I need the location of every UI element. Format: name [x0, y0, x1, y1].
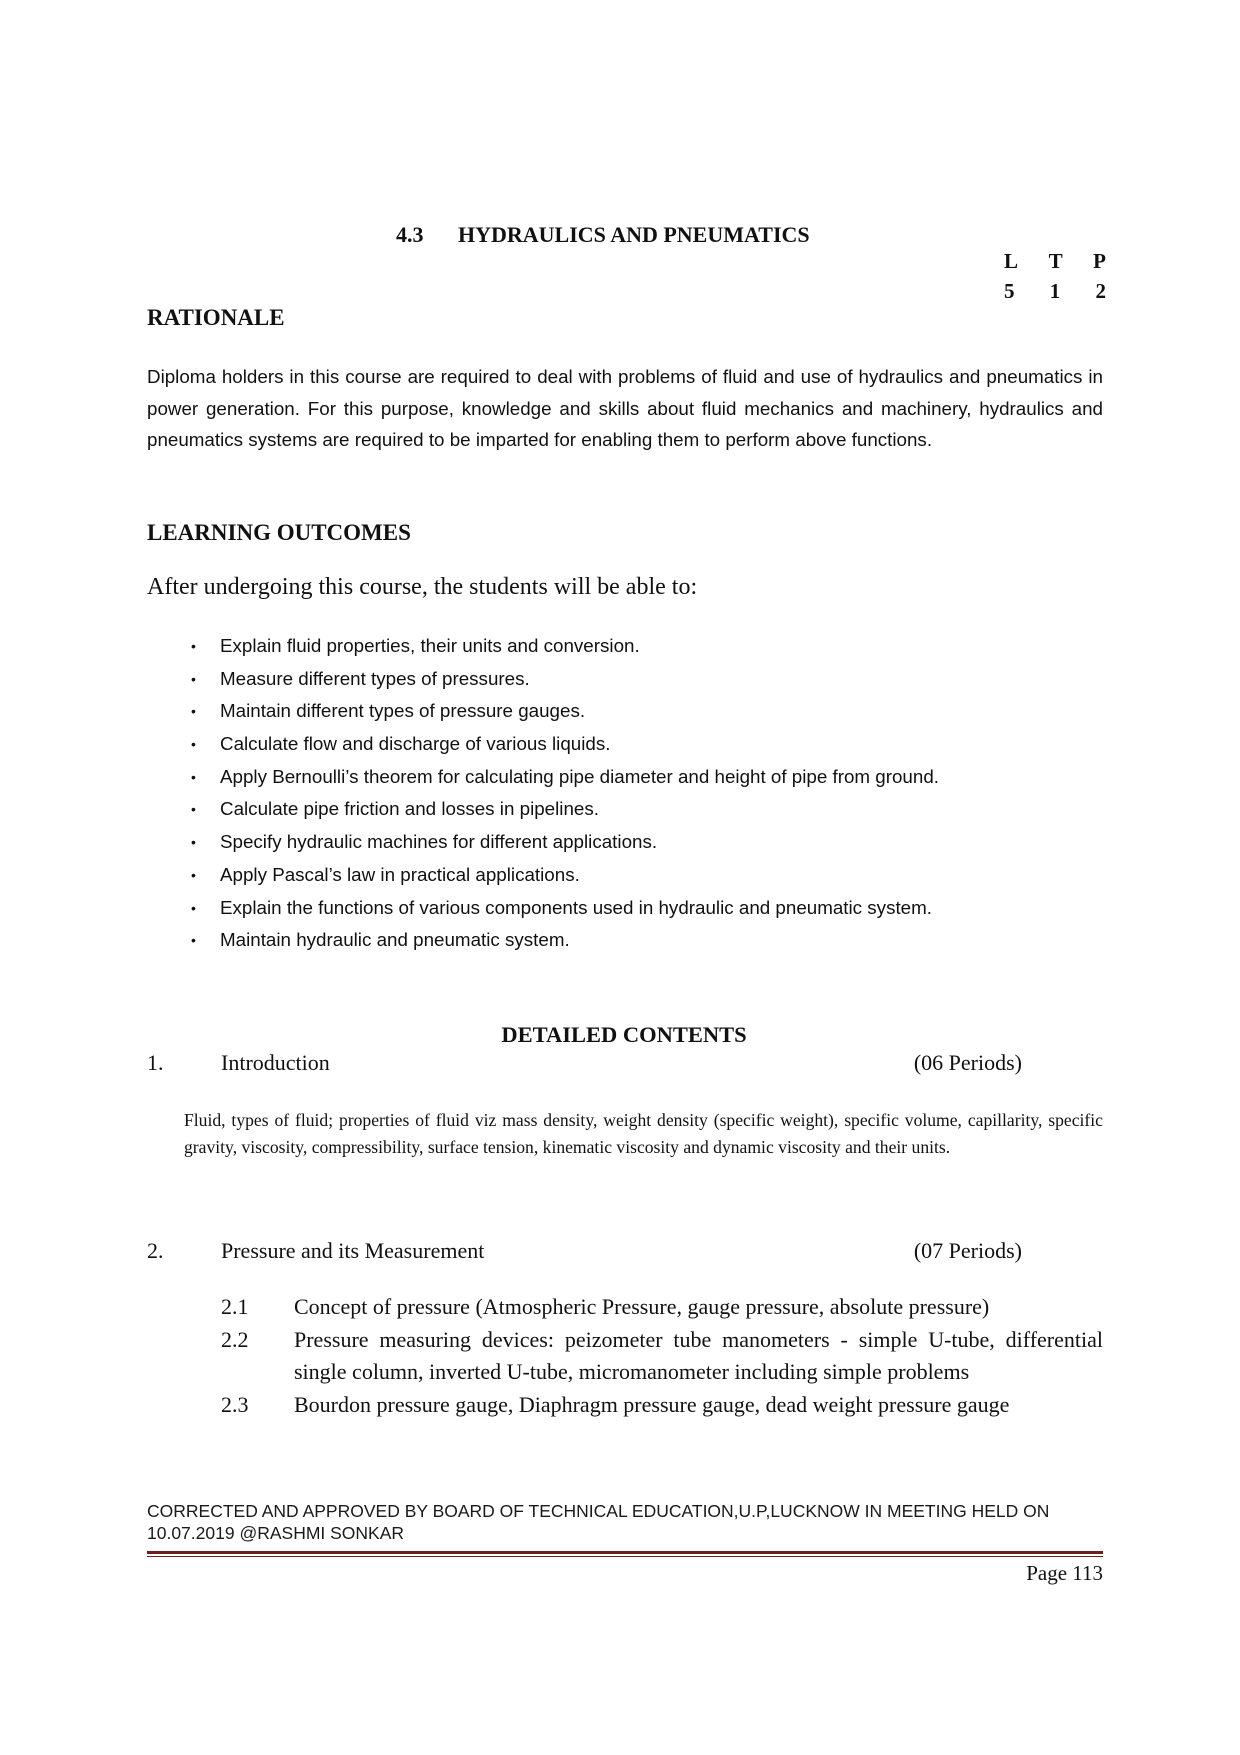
ltp-header-p: P: [1093, 249, 1106, 273]
bullet-icon: •: [191, 932, 196, 949]
learning-outcomes-list: [185, 630, 1105, 957]
bullet-icon: •: [191, 866, 196, 883]
unit-1-body: Fluid, types of fluid; properties of fluid viz mass density, weight density (specific weight), specific volume, capillarity, specific gravity, viscosity, compressibility, surface tension, kinematic viscosity and dynamic viscosity and their units.: [184, 1110, 1103, 1157]
course-name: HYDRAULICS AND PNEUMATICS: [458, 222, 810, 247]
bullet-icon: •: [191, 834, 196, 851]
ltp-header-row: [1004, 249, 1106, 274]
bullet-icon: •: [191, 801, 196, 818]
unit-periods: (07 Periods): [913, 1238, 1022, 1263]
detailed-contents-heading: DETAILED CONTENTS: [501, 1022, 747, 1047]
footer-divider-thin: [147, 1556, 1103, 1557]
outcome-text: Explain the functions of various components used in hydraulic and pneumatic system.: [220, 896, 932, 918]
footer-line-2: 10.07.2019 @RASHMI SONKAR: [147, 1523, 405, 1543]
outcome-text: Maintain hydraulic and pneumatic system.: [220, 929, 570, 951]
course-number: 4.3: [396, 222, 424, 247]
ltp-value-l: 5: [1004, 279, 1015, 303]
subitem-text: Bourdon pressure gauge, Diaphragm pressure gauge, dead weight pressure gauge: [294, 1391, 1010, 1417]
outcome-text: Apply Bernoulli’s theorem for calculating pipe diameter and height of pipe from ground.: [220, 765, 939, 787]
list-item: [185, 793, 1105, 826]
bullet-icon: •: [191, 670, 196, 687]
bullet-icon: •: [191, 736, 196, 753]
list-item: [185, 728, 1105, 761]
footer-divider: [147, 1551, 1103, 1557]
unit-periods: (06 Periods): [913, 1050, 1022, 1075]
footer-divider-thick: [147, 1551, 1103, 1554]
list-item: [221, 1324, 1103, 1389]
list-item: [185, 695, 1105, 728]
outcome-text: Specify hydraulic machines for different applications.: [220, 831, 658, 853]
footer-approval-note: [147, 1500, 1107, 1544]
list-item: [185, 826, 1105, 859]
subitem-text: Concept of pressure (Atmospheric Pressure, gauge pressure, absolute pressure): [294, 1294, 990, 1319]
list-item: [185, 924, 1105, 957]
outcome-text: Apply Pascal’s law in practical applications.: [220, 863, 580, 885]
bullet-icon: •: [191, 899, 196, 916]
learning-outcomes-intro: After undergoing this course, the students will be able to:: [147, 574, 698, 600]
bullet-icon: •: [191, 768, 196, 785]
subitem-number: 2.3: [221, 1391, 249, 1417]
ltp-header-t: T: [1048, 249, 1063, 273]
list-item: [185, 761, 1105, 794]
list-item: [221, 1389, 1103, 1422]
list-item: [221, 1291, 1103, 1324]
unit-row-2: [147, 1238, 1022, 1268]
unit-title: Pressure and its Measurement: [221, 1238, 485, 1263]
ltp-value-t: 1: [1049, 279, 1061, 303]
unit-2-subitems: [221, 1291, 1103, 1421]
subitem-number: 2.1: [221, 1294, 249, 1319]
unit-number: 2.: [147, 1238, 164, 1263]
subitem-text: Pressure measuring devices: peizometer tube manometers - simple U-tube, differential single column, inverted U-tube, micromanometer including simple problems: [294, 1326, 1103, 1385]
list-item: [185, 630, 1105, 663]
outcome-text: Measure different types of pressures.: [220, 667, 530, 689]
subitem-number: 2.2: [221, 1326, 249, 1352]
ltp-value-p: 2: [1095, 279, 1106, 303]
footer-line-1: CORRECTED AND APPROVED BY BOARD OF TECHNICAL EDUCATION,U.P,LUCKNOW IN MEETING HELD ON: [147, 1501, 1050, 1521]
page-number: Page 113: [1026, 1561, 1103, 1585]
learning-outcomes-heading: LEARNING OUTCOMES: [147, 520, 411, 545]
rationale-heading: RATIONALE: [147, 305, 285, 330]
list-item: [185, 859, 1105, 892]
bullet-icon: •: [191, 703, 196, 720]
list-item: [185, 663, 1105, 696]
ltp-value-row: [1004, 279, 1106, 304]
outcome-text: Maintain different types of pressure gauges.: [220, 700, 586, 722]
outcome-text: Calculate pipe friction and losses in pipelines.: [220, 798, 599, 820]
bullet-icon: •: [191, 638, 196, 654]
list-item: [185, 892, 1105, 925]
unit-number: 1.: [147, 1050, 164, 1075]
rationale-text: Diploma holders in this course are required to deal with problems of fluid and use of hydraulics and pneumatics in power generation. For this purpose, knowledge and skills about fluid mechanics and machinery, hydraulics and pneumatics systems are required to be imparted for enabling them to perform above functions.: [147, 366, 1103, 450]
course-title: [396, 222, 810, 248]
unit-title: Introduction: [221, 1050, 330, 1075]
unit-row-1: [147, 1050, 1022, 1080]
outcome-text: Calculate flow and discharge of various liquids.: [220, 733, 611, 755]
ltp-header-l: L: [1004, 249, 1019, 273]
outcome-text: Explain fluid properties, their units and conversion.: [220, 635, 640, 656]
